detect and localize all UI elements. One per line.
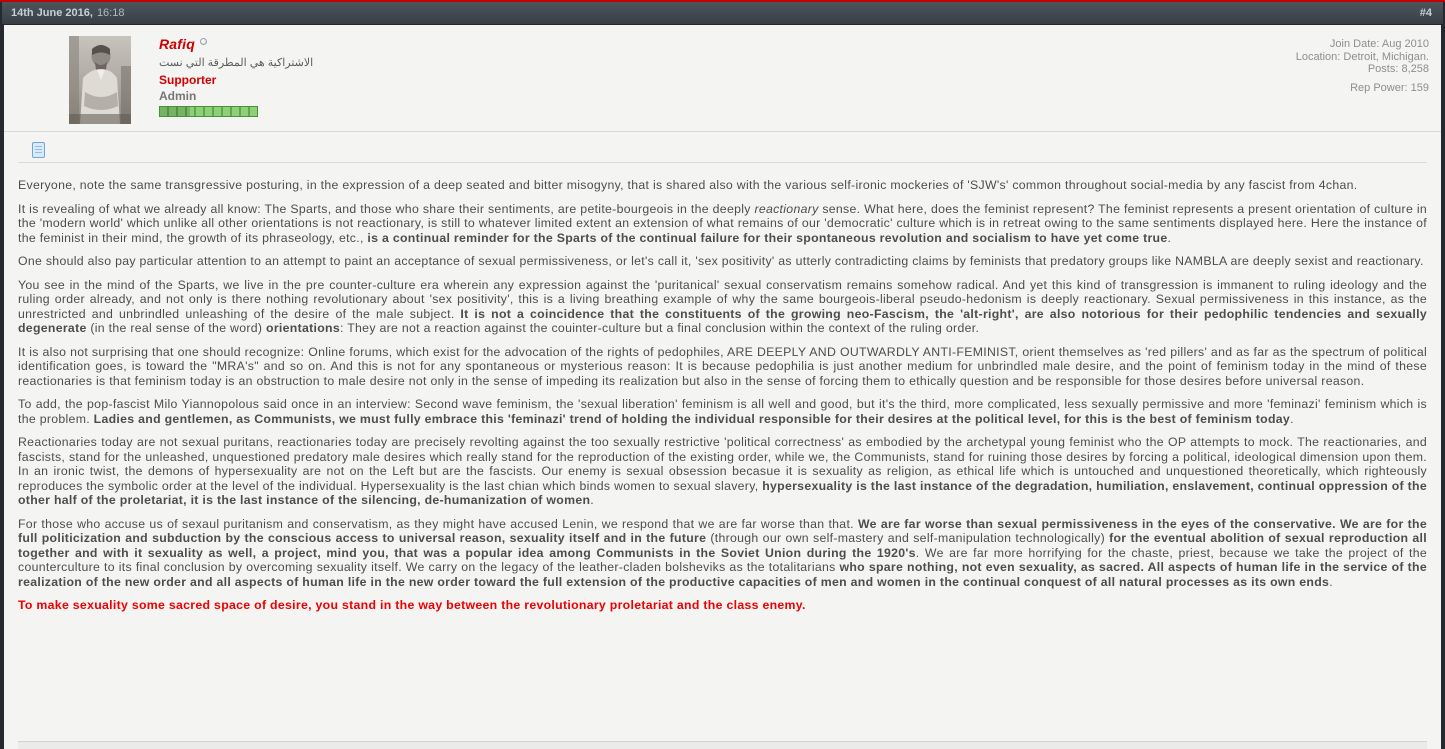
post-number-link[interactable]: #4 (1419, 7, 1432, 19)
post-header-bar (2, 2, 1443, 25)
stat-posts: Posts: 8,258 (1367, 63, 1429, 75)
post-paragraph: It is also not surprising that one should recognize: Online forums, which exist for the advocation of the rights of pedophiles, ARE DEEPLY AND OUTWARDLY ANTI-FEMINIST, orient themselves as 'red pillers' and as far as the spectrum of political identification goes, is toward the "MRA's" and so on. And this is not for any spontaneous or mysterious reason: It is because pedophilia is just another medium for unbrindled male desire, and the point of feminism today in the mind of these reactionaries is that feminism today is an obstruction to male desire not only in the sense of impeding its realization but also in the sense of forcing them to ethically question and be responsible for those desires before universal reason. (18, 344, 1427, 388)
post-datetime (11, 7, 124, 19)
post-text (18, 178, 1427, 741)
online-status-icon (200, 38, 207, 45)
post-paragraph: Reactionaries today are not sexual puritans, reactionaries today are precisely revolting against the too sexually restrictive 'political correctness' as embodied by the archetypal young feminist who the OP attempts to mock. The reactionaries, and fascists, stand for the unleashed, unquestioned predatory male desires which really stand for the reproduction of the existing order, while we, the Communists, stand for ruining those desires by forcing a political, ideological dimension upon them. In an ironic twist, the demons of hypersexuality are not on the Left but are the fascists. Our enemy is sexual obsession becasue it is sexuality as religion, as ethical life which is untouched and unquestioned theoretically, which righteously reproduces the symbolic order at the level of the individual. Hypersexuality is the last chian which binds women to sexual slavery, hypersexuality is the last instance of the degradation, humiliation, enslavement, continual oppression of the other half of the proletariat, it is the last instance of the silencing, de-humanization of women. (18, 435, 1428, 507)
post-paragraph: For those who accuse us of sexaul puritanism and conservatism, as they might have accused Lenin, we respond that we are far worse than that. We are far worse than sexual permissiveness in the eyes of the conservative. We are for the full politicization and subduction by the conscious access to universal reason, sexuality itself and in the future (through our own self-mastery and self-manipulation technologically) for the eventual abolition of sexual reproduction all together and with it sexuality as well, a project, mind you, that was a popular idea among Communists in the Soviet Union during the 1920's. We are far more horrifying for the chaste, priest, because we take the project of the counterculture to its final conclusion by overcoming sexuality itself. We carry on the legacy of the leather-claden bolsheviks as the totalitarians who spare nothing, not even sexuality, as sacred. All aspects of human life in the service of the realization of the new order and all aspects of human life in the new order toward the full extension of the productive capacities of men and women in the continual conquest of all natural processes as its own ends. (18, 516, 1428, 589)
post-title-divider (18, 162, 1427, 163)
post-bottom-pad (18, 742, 1427, 749)
stat-join-date: Join Date: Aug 2010 (1329, 38, 1429, 50)
username-line (159, 36, 1429, 52)
post-paragraph: Everyone, note the same transgressive posturing, in the expression of a deep seated and bitter misogyny, that is shared also with the various self-ironic mockeries of 'SJW's' common throughout social-media by any fascist from 4chan. (18, 178, 1358, 192)
post-paragraph: To make sexuality some sacred space of desire, you stand in the way between the revolutionary proletariat and the class enemy. (18, 598, 806, 612)
reputation-bar (159, 106, 258, 117)
stat-rep-power: Rep Power: 159 (1350, 81, 1429, 94)
user-custom-title: الاشتراكية هي المطرقة التي نست (159, 57, 314, 69)
post-date: 14th June 2016, (11, 7, 93, 19)
post-paragraph: You see in the mind of the Sparts, we live in the pre counter-culture era wherein any expression against the 'puritanical' sexual conservatism remains somehow radical. And yet this kind of transgression is immanent to ruling ideology and the ruling order already, and not only is there nothing revolutionary about 'sex positivity', this is a living breathing example of why the same bourgeois-liberal pseudo-hedonism is deeply reactionary. Sexual permissiveness in this instance, as the unrestricted and unbrindled unleashing of the desire of the male subject. It is not a coincidence that the constituents of the growing neo-Fascism, the 'alt-right', are also notorious for their pedophilic tendencies and sexually degenerate (in the real sense of the word) orientations: They are not a reaction against the couinter-culture but a final conclusion within the context of the ruling order. (18, 277, 1427, 335)
post-time: 16:18 (96, 7, 125, 19)
post-body (4, 132, 1441, 749)
stat-location: Location: Detroit, Michigan. (1295, 50, 1429, 63)
user-details (159, 36, 1429, 131)
post-paragraph: To add, the pop-fascist Milo Yiannopolous said once in an interview: Second wave feminism, the 'sexual liberation' feminism is all well and good, but it's the third, more complicated, less sexually permissive and more 'feminazi' feminism which is the problem. Ladies and gentlemen, as Communists, we must fully embrace this 'feminazi' trend of holding the individual responsible for their desires at the political level, for this is the best of feminism today. (18, 397, 1427, 426)
post-panel (4, 25, 1441, 749)
username-link[interactable]: Rafiq (159, 36, 195, 52)
user-stats (1296, 39, 1429, 95)
avatar[interactable] (69, 36, 131, 124)
postbit-user-info (4, 25, 1441, 131)
post-paragraph: It is revealing of what we already all know: The Sparts, and those who share their sentiments, are petite-bourgeois in the deeply reactionary sense. What here, does the feminist represent? The feminist represents a present orientation of culture in the 'modern world' which unlike all other orientations is not reactionary, is still to whatever limited extent an extension of what remains of our 'democratic' culture which is in retreat owing to the same sentiments displayed here. Here the instance of the feminist in their mind, the growth of its phraseology, etc., is a continual reminder for the Sparts of the continual failure for their spontaneous revolution and socialism to have yet come true. (18, 201, 1427, 245)
user-role-admin: Admin (159, 89, 197, 103)
post-paragraph: One should also pay particular attention to an attempt to paint an acceptance of sexual permissiveness, or let's call it, 'sex positivity' as utterly contradicting claims by feminists that predatory groups like NAMBLA are deeply sexist and reactionary. (18, 254, 1424, 268)
user-role-supporter: Supporter (159, 73, 217, 87)
post-icon (32, 142, 45, 158)
